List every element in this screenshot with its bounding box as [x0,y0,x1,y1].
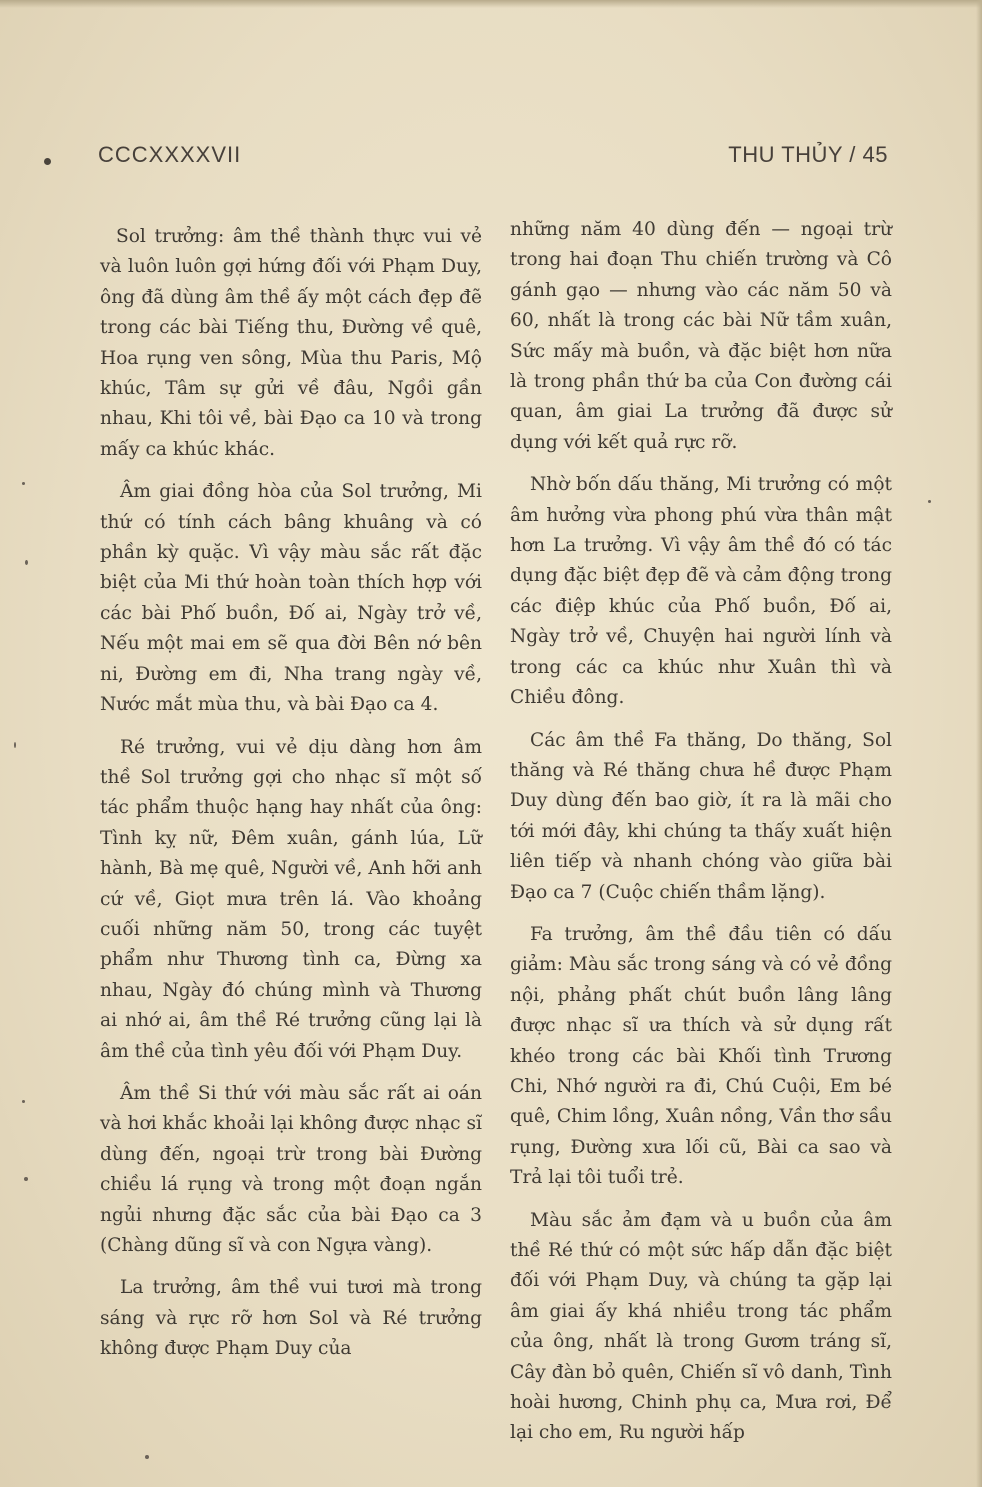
paragraph: Màu sắc ảm đạm và u buồn của âm thề Ré thứ có một sức hấp dẫn đặc biệt đối với Phạm Duy, và chúng ta gặp lại âm giai ấy khá nhiều trong tác phẩm của ông, nhất là trong Gươm tráng sĩ, Cây đàn bỏ quên, Chiến sĩ vô danh, Tình hoài hương, Chinh phụ ca, Mưa rơi, Để lại cho em, Ru người hấp [510,1209,892,1444]
paragraph: những năm 40 dùng đến — ngoại trừ trong hai đoạn Thu chiến trường và Cô gánh gạo — nhưng vào các năm 50 và 60, nhất là trong các bài Nữ tầm xuân, Sức mấy mà buồn, và đặc biệt hơn nữa là trong phần thứ ba của Con đường cái quan, âm giai La trưởng đã được sử dụng với kết quả rực rỡ. [510,219,892,453]
paragraph: Nhờ bốn dấu thăng, Mi trưởng có một âm hưởng vừa phong phú vừa thân mật hơn La trưởng. Vì vậy âm thề đó có tác dụng đặc biệt đẹp đẽ và cảm động trong các điệp khúc của Phố buồn, Đố ai, Ngày trở về, Chuyện hai người lính và trong các ca khúc như Xuân thì và Chiều đông. [510,474,892,709]
paragraph: Các âm thề Fa thăng, Do thăng, Sol thăng và Ré thăng chưa hề được Phạm Duy dùng đến bao giờ, ít ra là mãi cho tới mới đây, khi chúng ta thấy xuất hiện liên tiếp và nhanh chóng vào giữa bài Đạo ca 7 (Cuộc chiến thầm lặng). [510,729,892,903]
margin-dot [44,158,51,165]
paragraph: Ré trưởng, vui vẻ dịu dàng hơn âm thề Sol trưởng gợi cho nhạc sĩ một số tác phẩm thuộc hạng hay nhất của ông: Tình kỵ nữ, Đêm xuân, gánh lúa, Lữ hành, Bà mẹ quê, Người về, Anh hỡi anh cứ về, Giọt mưa trên lá. Vào khoảng cuối những năm 50, trong các tuyệt phẩm như Thương tình ca, Đừng xa nhau, Ngày đó chúng mình và Thương ai nhớ ai, âm thề Ré trưởng cũng lại là âm thề của tình yêu đối với Phạm Duy. [100,736,482,1062]
paragraph: Fa trưởng, âm thề đầu tiên có dấu giảm: Màu sắc trong sáng và có vẻ đồng nội, phảng phất chút buồn lâng lâng được nhạc sĩ ưa thích và sử dụng rất khéo trong các bài Khối tình Trương Chi, Nhớ người ra đi, Chú Cuội, Em bé quê, Chim lồng, Xuân nồng, Vần thơ sầu rụng, Đường xưa lối cũ, Bài ca sao và Trả lại tôi tuổi trẻ. [510,923,892,1189]
running-title-page-number: THU THỦY / 45 [728,142,888,167]
roman-numeral-label: CCCXXXXVII [98,142,242,167]
paragraph: La trưởng, âm thề vui tươi mà trong sáng và rực rỡ hơn Sol và Ré trưởng không được Phạm Duy của [100,1277,482,1360]
left-column [100,222,482,1377]
paragraph: Âm thề Si thứ với màu sắc rất ai oán và hơi khắc khoải lại không được nhạc sĩ dùng đến, ngoại trừ trong bài Đường chiều lá rụng và trong một đoạn ngắn ngủi nhưng đặc sắc của bài Đạo ca 3 (Chàng dũng sĩ và con Ngựa vàng). [100,1082,482,1256]
paragraph: Sol trưởng: âm thề thành thực vui vẻ và luôn luôn gợi hứng đối với Phạm Duy, ông đã dùng âm thề ấy một cách đẹp đẽ trong các bài Tiếng thu, Đường về quê, Hoa rụng ven sông, Mùa thu Paris, Mộ khúc, Tâm sự gửi về đâu, Ngồi gần nhau, Khi tôi về, bài Đạo ca 10 và trong mấy ca khúc khác. [100,226,482,460]
page-header [98,142,888,178]
right-column [510,215,892,1461]
paragraph: Âm giai đồng hòa của Sol trưởng, Mi thứ có tính cách bâng khuâng và có phần kỳ quặc. Vì vậy màu sắc rất đặc biệt của Mi thứ hoàn toàn thích hợp với các bài Phố buồn, Đố ai, Ngày trở về, Nếu một mai em sẽ qua đời Bên nớ bên ni, Đường em đi, Nha trang ngày về, Nước mắt mùa thu, và bài Đạo ca 4. [100,481,482,716]
